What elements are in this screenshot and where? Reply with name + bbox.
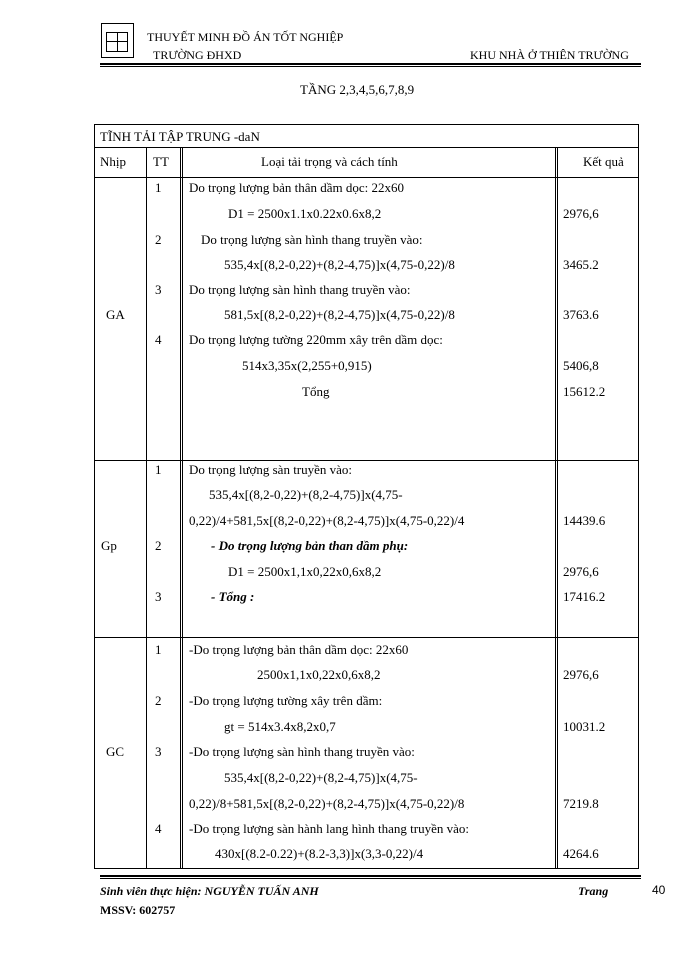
- header-span: Nhịp: [100, 154, 126, 169]
- header-tt: TT: [153, 154, 169, 169]
- formula-line: D1 = 2500x1,1x0,22x0,6x8,2: [228, 564, 382, 579]
- formula-line: D1 = 2500x1.1x0.22x0.6x8,2: [228, 206, 382, 221]
- formula-line: 581,5x[(8,2-0,22)+(8,2-4,75)]x(4,75-0,22)/8: [224, 307, 455, 322]
- formula-line: 535,4x[(8,2-0,22)+(8,2-4,75)]x(4,75-0,22)/8: [224, 257, 455, 272]
- desc-line-bold: - Do trọng lượng bản than dầm phụ:: [211, 538, 409, 553]
- footer-student: Sinh viên thực hiện: NGUYỄN TUẤN ANH: [100, 884, 319, 898]
- footer-page-label: Trang: [578, 884, 609, 898]
- formula-line: 0,22)/8+581,5x[(8,2-0,22)+(8,2-4,75)]x(4,75-0,22)/8: [189, 796, 465, 811]
- tt-cell: 3: [155, 744, 162, 759]
- footer-rule-thin: [100, 878, 641, 879]
- desc-line: Do trọng lượng sàn truyền vào:: [189, 462, 353, 477]
- result-cell: 3465.2: [563, 257, 599, 272]
- formula-line: 0,22)/4+581,5x[(8,2-0,22)+(8,2-4,75)]x(4,75-0,22)/4: [189, 513, 465, 528]
- desc-line: Do trọng lượng bản thân dầm dọc: 22x60: [189, 180, 405, 195]
- tt-cell: 3: [155, 282, 162, 297]
- desc-line: Do trọng lượng tường 220mm xây trên dầm dọc:: [189, 332, 443, 347]
- span-label-ga: GA: [106, 307, 125, 322]
- desc-line: Do trọng lượng sàn hình thang truyền vào:: [189, 282, 411, 297]
- tt-cell: 1: [155, 180, 162, 195]
- tt-cell: 4: [155, 821, 162, 836]
- desc-line: -Do trọng lượng bản thân dầm dọc: 22x60: [189, 642, 409, 657]
- result-cell: 4264.6: [563, 846, 599, 861]
- result-cell: 7219.8: [563, 796, 599, 811]
- col-divider-tt: [180, 147, 183, 869]
- result-cell: 2976,6: [563, 206, 599, 221]
- tt-cell: 3: [155, 589, 162, 604]
- footer-rule: [100, 875, 641, 877]
- desc-line: -Do trọng lượng sàn hình thang truyền vào:: [189, 744, 415, 759]
- tt-cell: 2: [155, 232, 162, 247]
- result-cell: 3763.6: [563, 307, 599, 322]
- formula-line: 514x3,35x(2,255+0,915): [242, 358, 372, 373]
- total-label: Tổng: [302, 384, 330, 399]
- tt-cell: 2: [155, 538, 162, 553]
- header-desc: Loại tải trọng và cách tính: [261, 154, 398, 169]
- formula-line: gt = 514x3.4x8,2x0,7: [224, 719, 336, 734]
- footer-mssv: MSSV: 602757: [100, 903, 176, 917]
- desc-line: -Do trọng lượng sàn hành lang hình thang truyền vào:: [189, 821, 470, 836]
- col-divider-desc: [555, 147, 558, 869]
- header-result: Kết quả: [583, 154, 624, 169]
- total-label: - Tổng :: [211, 589, 255, 604]
- tt-cell: 4: [155, 332, 162, 347]
- header-rule-thin: [100, 66, 641, 67]
- formula-line: 2500x1,1x0,22x0,6x8,2: [257, 667, 381, 682]
- desc-line: Do trọng lượng sàn hình thang truyền vào:: [201, 232, 423, 247]
- page-title: TẦNG 2,3,4,5,6,7,8,9: [300, 82, 415, 97]
- result-total: 17416.2: [563, 589, 606, 604]
- header-project: KHU NHÀ Ở THIÊN TRƯỜNG: [470, 48, 629, 62]
- col-divider-span: [146, 147, 147, 869]
- formula-line: 535,4x[(8,2-0,22)+(8,2-4,75)]x(4,75-: [209, 487, 403, 502]
- tt-cell: 2: [155, 693, 162, 708]
- result-cell: 5406,8: [563, 358, 599, 373]
- formula-line: 535,4x[(8,2-0,22)+(8,2-4,75)]x(4,75-: [224, 770, 418, 785]
- result-cell: 10031.2: [563, 719, 606, 734]
- desc-line: -Do trọng lượng tường xây trên dầm:: [189, 693, 383, 708]
- header-school: TRƯỜNG ĐHXD: [153, 48, 242, 62]
- header-rule: [100, 63, 641, 65]
- result-total: 15612.2: [563, 384, 606, 399]
- header-doc-title: THUYẾT MINH ĐỒ ÁN TỐT NGHIỆP: [147, 30, 344, 44]
- tt-cell: 1: [155, 642, 162, 657]
- page-number: 40: [652, 883, 666, 897]
- school-logo-icon: [101, 23, 134, 58]
- table-caption: TĨNH TẢI TẬP TRUNG -daN: [100, 129, 260, 144]
- span-label-gp: Gp: [101, 538, 117, 553]
- span-label-gc: GC: [106, 744, 125, 759]
- formula-line: 430x[(8.2-0.22)+(8.2-3,3)]x(3,3-0,22)/4: [215, 846, 424, 861]
- result-cell: 2976,6: [563, 564, 599, 579]
- tt-cell: 1: [155, 462, 162, 477]
- result-cell: 2976,6: [563, 667, 599, 682]
- result-cell: 14439.6: [563, 513, 606, 528]
